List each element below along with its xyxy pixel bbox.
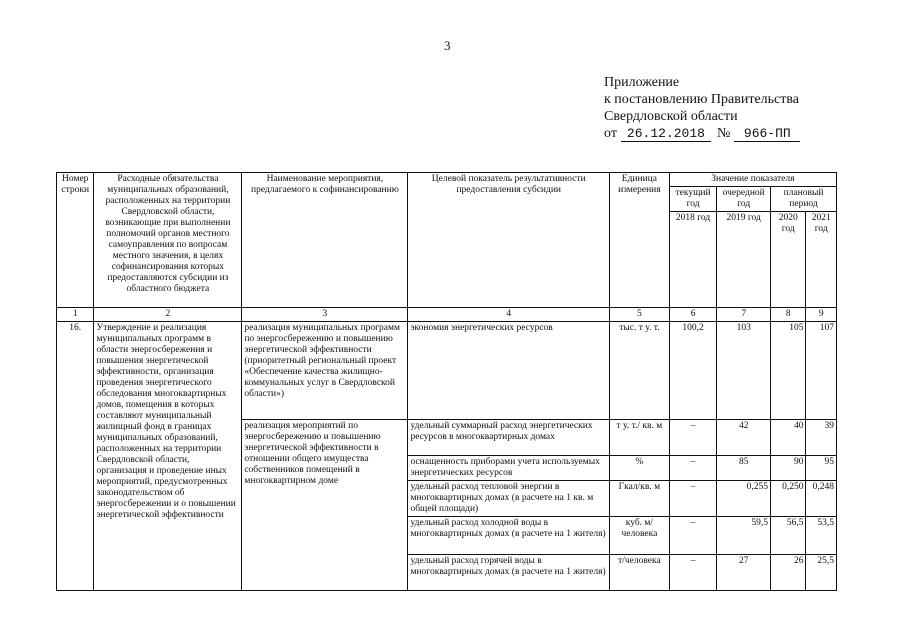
appendix-date-line [604, 125, 800, 142]
appendix-region: Свердловской области [604, 109, 738, 124]
appendix-number: 966-ПП [734, 127, 800, 142]
column-number: 2 [94, 308, 242, 322]
value-2019: 59,5 [717, 517, 771, 555]
header-year-2019: 2019 год [717, 212, 771, 308]
value-2021: 25,5 [806, 555, 837, 591]
indicator-unit: т/человека [610, 555, 670, 591]
header-next-year: очередной год [717, 187, 771, 212]
column-number: 8 [771, 308, 806, 322]
column-number: 4 [408, 308, 610, 322]
appendix-resolution: к постановлению Правительства [604, 92, 800, 107]
value-2021: 107 [806, 322, 837, 420]
indicator-name: удельный расход горячей воды в многоквартирных домах (в расчете на 1 жителя) [408, 555, 610, 591]
measure-text: реализация мероприятий по энергосбережению и повышению энергетической эффективности в отношении общего имущества собственников помещений в многоквартирном доме [242, 420, 408, 591]
value-2020: 40 [771, 420, 806, 456]
header-row-1 [57, 173, 837, 187]
value-2021: 0,248 [806, 481, 837, 517]
value-2020: 90 [771, 456, 806, 481]
header-planned-period: плановый период [771, 187, 837, 212]
indicator-table [56, 172, 837, 591]
header-obligations: Расходные обязательства муниципальных образований, расположенных на территории Свердловской области, возникающие при выполнении полномочий органов местного самоуправления по вопросам местного значения, в целях софинансирования которых предоставляются субсидии из областного бюджета [94, 173, 242, 308]
header-unit: Единица измерения [610, 173, 670, 308]
indicator-name: оснащенность приборами учета используемых энергетических ресурсов [408, 456, 610, 481]
indicator-name: удельный расход холодной воды в многоквартирных домах (в расчете на 1 жителя) [408, 517, 610, 555]
header-row-number: Номер строки [57, 173, 94, 308]
value-2018: – [669, 481, 717, 517]
value-2018: – [669, 456, 717, 481]
value-2019: 42 [717, 420, 771, 456]
appendix-title: Приложение [604, 75, 680, 90]
indicator-unit: % [610, 456, 670, 481]
value-2019: 27 [717, 555, 771, 591]
header-measure: Наименование мероприятия, предлагаемого к софинансированию [242, 173, 408, 308]
value-2019: 85 [717, 456, 771, 481]
value-2019: 0,255 [717, 481, 771, 517]
value-2019: 103 [717, 322, 771, 420]
header-year-2018: 2018 год [669, 212, 717, 308]
value-2018: – [669, 420, 717, 456]
header-indicator: Целевой показатель результативности предоставления субсидии [408, 173, 610, 308]
column-number: 1 [57, 308, 94, 322]
column-number: 6 [669, 308, 717, 322]
row-number: 16. [57, 322, 94, 591]
value-2020: 56,5 [771, 517, 806, 555]
indicator-unit: куб. м/ человека [610, 517, 670, 555]
header-year-2020: 2020 год [771, 212, 806, 308]
appendix-number-sign: № [716, 126, 731, 141]
column-number: 7 [717, 308, 771, 322]
indicator-unit: т у. т./ кв. м [610, 420, 670, 456]
indicator-unit: тыс. т у. т. [610, 322, 670, 420]
appendix-date: 26.12.2018 [621, 127, 711, 142]
value-2018: – [669, 517, 717, 555]
indicator-unit: Гкал/кв. м [610, 481, 670, 517]
indicator-name: экономия энергетических ресурсов [408, 322, 610, 420]
header-year-2021: 2021 год [806, 212, 837, 308]
value-2021: 39 [806, 420, 837, 456]
column-number-row [57, 308, 837, 322]
appendix-from: от [604, 126, 617, 141]
obligation-text: Утверждение и реализация муниципальных программ в области энергосбережения и повышения энергетической эффективности, организация проведения энергетического обследования многоквартирных домов, помещения в которых составляют муниципальный жилищный фонд в границах муниципальных образований, расположенных на территории Свердловской области, организация и проведение иных мероприятий, предусмотренных законодательством об энергосбережении и о повышении энергетической эффективности [94, 322, 242, 591]
value-2020: 105 [771, 322, 806, 420]
value-2020: 26 [771, 555, 806, 591]
column-number: 9 [806, 308, 837, 322]
header-values: Значение показателя [669, 173, 836, 187]
column-number: 3 [242, 308, 408, 322]
header-current-year: текущий год [669, 187, 717, 212]
value-2021: 53,5 [806, 517, 837, 555]
indicator-name: удельный суммарный расход энергетических ресурсов в многоквартирных домах [408, 420, 610, 456]
value-2018: – [669, 555, 717, 591]
indicator-name: удельный расход тепловой энергии в многоквартирных домах (в расчете на 1 кв. м общей площади) [408, 481, 610, 517]
measure-text: реализация муниципальных программ по энергосбережению и повышению энергетической эффективности (приоритетный региональный проект «Обеспечение качества жилищно-коммунальных услуг в Свердловской области») [242, 322, 408, 420]
column-number: 5 [610, 308, 670, 322]
value-2021: 95 [806, 456, 837, 481]
appendix-block [604, 74, 800, 142]
table-row [57, 322, 837, 420]
value-2018: 100,2 [669, 322, 717, 420]
value-2020: 0,250 [771, 481, 806, 517]
page-number: 3 [444, 38, 451, 53]
